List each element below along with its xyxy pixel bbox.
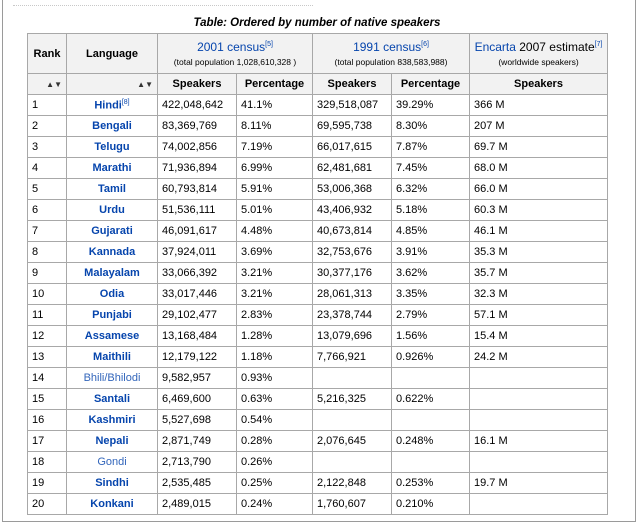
- languages-table: [27, 33, 608, 515]
- rank-cell: 8: [28, 242, 67, 263]
- rank-cell: 6: [28, 200, 67, 221]
- percentage-1991-cell: 7.45%: [392, 158, 470, 179]
- top-edge: [13, 0, 313, 6]
- encarta-title: 2007 estimate: [515, 40, 595, 54]
- language-link[interactable]: Tamil: [98, 183, 126, 195]
- percentage-2001-cell: 0.26%: [237, 452, 313, 473]
- speakers-2001-cell: 71,936,894: [158, 158, 237, 179]
- table-row: [28, 431, 608, 452]
- percentage-1991-cell: 2.79%: [392, 305, 470, 326]
- speakers-2001-cell: 6,469,600: [158, 389, 237, 410]
- encarta-speakers-cell: [470, 452, 608, 473]
- encarta-speakers-cell: 35.3 M: [470, 242, 608, 263]
- speakers-1991-cell: 2,122,848: [313, 473, 392, 494]
- encarta-header: [470, 34, 608, 74]
- speakers-1991-cell: 69,595,738: [313, 116, 392, 137]
- percentage-1991-cell: 0.248%: [392, 431, 470, 452]
- percentage-2001-cell: 0.24%: [237, 494, 313, 515]
- speakers-1991-cell: 32,753,676: [313, 242, 392, 263]
- table-row: [28, 158, 608, 179]
- encarta-speakers-cell: [470, 368, 608, 389]
- percentage-2001-cell: 2.83%: [237, 305, 313, 326]
- language-link[interactable]: Urdu: [99, 204, 125, 216]
- language-link[interactable]: Assamese: [84, 330, 140, 342]
- language-cell: [67, 263, 158, 284]
- percentage-1991-cell: 5.18%: [392, 200, 470, 221]
- language-cell: [67, 347, 158, 368]
- speakers-1991-cell: 30,377,176: [313, 263, 392, 284]
- table-row: [28, 305, 608, 326]
- language-link[interactable]: Konkani: [90, 498, 134, 510]
- speakers-1991-cell: 28,061,313: [313, 284, 392, 305]
- language-link[interactable]: Kannada: [88, 246, 136, 258]
- table-row: [28, 137, 608, 158]
- encarta-speakers-cell: 15.4 M: [470, 326, 608, 347]
- census-2001-ref[interactable]: [5]: [265, 41, 273, 48]
- percentage-1991-cell: [392, 368, 470, 389]
- language-link[interactable]: Bhili/Bhilodi: [83, 372, 141, 384]
- percentage-2001-cell: 8.11%: [237, 116, 313, 137]
- rank-cell: 12: [28, 326, 67, 347]
- table-row: [28, 284, 608, 305]
- rank-header: Rank: [28, 34, 67, 74]
- rank-cell: 13: [28, 347, 67, 368]
- percentage-2001-cell: 3.69%: [237, 242, 313, 263]
- table-row: [28, 179, 608, 200]
- percentage-2001-cell: 0.54%: [237, 410, 313, 431]
- table-row: [28, 263, 608, 284]
- table-row: [28, 473, 608, 494]
- speakers-1991-cell: 2,076,645: [313, 431, 392, 452]
- speakers-2001-cell: 29,102,477: [158, 305, 237, 326]
- rank-cell: 18: [28, 452, 67, 473]
- rank-cell: 11: [28, 305, 67, 326]
- language-cell: [67, 494, 158, 515]
- table-row: [28, 200, 608, 221]
- rank-cell: 16: [28, 410, 67, 431]
- encarta-speakers-cell: 46.1 M: [470, 221, 608, 242]
- speakers-2001-cell: 2,489,015: [158, 494, 237, 515]
- rank-cell: 7: [28, 221, 67, 242]
- encarta-speakers-cell: 19.7 M: [470, 473, 608, 494]
- language-cell: [67, 221, 158, 242]
- percentage-2001-cell: 4.48%: [237, 221, 313, 242]
- encarta-speakers-cell: 16.1 M: [470, 431, 608, 452]
- language-cell: [67, 95, 158, 116]
- speakers-1991-cell: [313, 368, 392, 389]
- table-row: [28, 452, 608, 473]
- speakers-1991-cell: 1,760,607: [313, 494, 392, 515]
- language-link[interactable]: Kashmiri: [88, 414, 136, 426]
- language-link[interactable]: Maithili: [93, 351, 131, 363]
- language-link[interactable]: Bengali: [92, 120, 132, 132]
- speakers-2001-header[interactable]: Speakers: [158, 74, 237, 95]
- percentage-1991-cell: 6.32%: [392, 179, 470, 200]
- percentage-1991-cell: 4.85%: [392, 221, 470, 242]
- encarta-speakers-cell: 57.1 M: [470, 305, 608, 326]
- table-row: [28, 242, 608, 263]
- table-row: [28, 221, 608, 242]
- table-row: [28, 95, 608, 116]
- language-link[interactable]: Santali: [93, 393, 131, 405]
- percentage-2001-cell: 5.01%: [237, 200, 313, 221]
- language-cell: [67, 179, 158, 200]
- percentage-2001-cell: 1.18%: [237, 347, 313, 368]
- percentage-2001-cell: 0.28%: [237, 431, 313, 452]
- speakers-1991-cell: 23,378,744: [313, 305, 392, 326]
- percentage-1991-cell: 0.622%: [392, 389, 470, 410]
- table-row: [28, 494, 608, 515]
- encarta-speakers-cell: 66.0 M: [470, 179, 608, 200]
- encarta-speakers-header[interactable]: Speakers: [470, 74, 608, 95]
- language-cell: [67, 452, 158, 473]
- census-1991-header: [313, 34, 470, 74]
- percentage-2001-cell: 0.25%: [237, 473, 313, 494]
- speakers-2001-cell: 12,179,122: [158, 347, 237, 368]
- encarta-speakers-cell: 69.7 M: [470, 137, 608, 158]
- speakers-2001-cell: 2,535,485: [158, 473, 237, 494]
- percentage-2001-cell: 7.19%: [237, 137, 313, 158]
- speakers-1991-cell: 7,766,921: [313, 347, 392, 368]
- percentage-1991-cell: 39.29%: [392, 95, 470, 116]
- encarta-link[interactable]: Encarta: [474, 40, 516, 54]
- encarta-speakers-cell: 24.2 M: [470, 347, 608, 368]
- speakers-2001-cell: 5,527,698: [158, 410, 237, 431]
- language-link[interactable]: Odia: [99, 288, 125, 300]
- language-link[interactable]: Gondi: [97, 456, 127, 468]
- speakers-2001-cell: 2,871,749: [158, 431, 237, 452]
- speakers-2001-cell: 37,924,011: [158, 242, 237, 263]
- percentage-1991-cell: [392, 452, 470, 473]
- percentage-1991-cell: 0.210%: [392, 494, 470, 515]
- rank-sort-icon[interactable]: ▲▼: [28, 74, 67, 95]
- speakers-1991-cell: 5,216,325: [313, 389, 392, 410]
- encarta-speakers-cell: [470, 389, 608, 410]
- rank-cell: 1: [28, 95, 67, 116]
- language-link[interactable]: Malayalam: [84, 267, 140, 279]
- speakers-2001-cell: 33,066,392: [158, 263, 237, 284]
- language-cell: [67, 137, 158, 158]
- percentage-2001-header[interactable]: Percentage: [237, 74, 313, 95]
- speakers-1991-cell: 62,481,681: [313, 158, 392, 179]
- speakers-2001-cell: 422,048,642: [158, 95, 237, 116]
- speakers-1991-cell: 40,673,814: [313, 221, 392, 242]
- table-row: [28, 410, 608, 431]
- speakers-2001-cell: 51,536,111: [158, 200, 237, 221]
- census-2001-link[interactable]: 2001 census: [197, 40, 266, 54]
- encarta-speakers-cell: 32.3 M: [470, 284, 608, 305]
- encarta-speakers-cell: 35.7 M: [470, 263, 608, 284]
- percentage-2001-cell: 3.21%: [237, 263, 313, 284]
- language-cell: [67, 305, 158, 326]
- table-row: [28, 389, 608, 410]
- encarta-speakers-cell: [470, 494, 608, 515]
- page-frame: [2, 0, 636, 522]
- percentage-2001-cell: 41.1%: [237, 95, 313, 116]
- language-sort-icon[interactable]: ▲▼: [67, 74, 158, 95]
- percentage-1991-cell: 3.62%: [392, 263, 470, 284]
- language-cell: [67, 473, 158, 494]
- language-ref[interactable]: [8]: [121, 98, 130, 106]
- language-cell: [67, 284, 158, 305]
- language-header: Language: [67, 34, 158, 74]
- speakers-2001-cell: 2,713,790: [158, 452, 237, 473]
- percentage-2001-cell: 0.93%: [237, 368, 313, 389]
- encarta-speakers-cell: 366 M: [470, 95, 608, 116]
- rank-cell: 14: [28, 368, 67, 389]
- speakers-1991-header[interactable]: Speakers: [313, 74, 392, 95]
- rank-cell: 3: [28, 137, 67, 158]
- language-cell: [67, 200, 158, 221]
- language-cell: [67, 389, 158, 410]
- encarta-ref[interactable]: [7]: [594, 41, 603, 48]
- language-link[interactable]: Sindhi: [95, 477, 129, 489]
- percentage-1991-cell: 1.56%: [392, 326, 470, 347]
- census-1991-ref[interactable]: [6]: [421, 41, 429, 48]
- encarta-speakers-cell: 207 M: [470, 116, 608, 137]
- census-2001-subtitle: (total population 1,028,610,328 ): [173, 57, 297, 67]
- percentage-2001-cell: 6.99%: [237, 158, 313, 179]
- encarta-speakers-cell: 68.0 M: [470, 158, 608, 179]
- language-cell: [67, 158, 158, 179]
- language-link[interactable]: Telugu: [94, 141, 130, 153]
- speakers-1991-cell: [313, 410, 392, 431]
- language-link[interactable]: Gujarati: [91, 225, 133, 237]
- speakers-1991-cell: 13,079,696: [313, 326, 392, 347]
- census-1991-link[interactable]: 1991 census: [353, 40, 422, 54]
- rank-cell: 9: [28, 263, 67, 284]
- rank-cell: 4: [28, 158, 67, 179]
- rank-cell: 15: [28, 389, 67, 410]
- table-row: [28, 368, 608, 389]
- encarta-speakers-cell: [470, 410, 608, 431]
- language-cell: [67, 326, 158, 347]
- language-cell: [67, 116, 158, 137]
- census-2001-header: [158, 34, 313, 74]
- percentage-2001-cell: 3.21%: [237, 284, 313, 305]
- rank-cell: 5: [28, 179, 67, 200]
- language-link[interactable]: Marathi: [92, 162, 132, 174]
- speakers-1991-cell: 329,518,087: [313, 95, 392, 116]
- language-link[interactable]: Nepali: [95, 435, 129, 447]
- rank-cell: 17: [28, 431, 67, 452]
- speakers-2001-cell: 33,017,446: [158, 284, 237, 305]
- speakers-2001-cell: 9,582,957: [158, 368, 237, 389]
- table-row: [28, 116, 608, 137]
- percentage-1991-cell: 7.87%: [392, 137, 470, 158]
- table-caption: Table: Ordered by number of native speakers: [193, 17, 441, 29]
- percentage-1991-cell: 0.926%: [392, 347, 470, 368]
- rank-cell: 10: [28, 284, 67, 305]
- percentage-1991-cell: 0.253%: [392, 473, 470, 494]
- language-cell: [67, 368, 158, 389]
- percentage-1991-cell: 8.30%: [392, 116, 470, 137]
- rank-cell: 2: [28, 116, 67, 137]
- speakers-2001-cell: 60,793,814: [158, 179, 237, 200]
- encarta-speakers-cell: 60.3 M: [470, 200, 608, 221]
- speakers-1991-cell: 43,406,932: [313, 200, 392, 221]
- language-cell: [67, 431, 158, 452]
- speakers-2001-cell: 46,091,617: [158, 221, 237, 242]
- encarta-subtitle: (worldwide speakers): [498, 57, 579, 67]
- speakers-2001-cell: 74,002,856: [158, 137, 237, 158]
- language-cell: [67, 242, 158, 263]
- speakers-1991-cell: [313, 452, 392, 473]
- census-1991-subtitle: (total population 838,583,988): [334, 57, 448, 67]
- rank-cell: 19: [28, 473, 67, 494]
- speakers-1991-cell: 53,006,368: [313, 179, 392, 200]
- table-body: [28, 95, 608, 515]
- percentage-2001-cell: 5.91%: [237, 179, 313, 200]
- percentage-1991-cell: [392, 410, 470, 431]
- table-row: [28, 326, 608, 347]
- speakers-2001-cell: 83,369,769: [158, 116, 237, 137]
- language-link[interactable]: Punjabi: [92, 309, 132, 321]
- percentage-1991-header[interactable]: Percentage: [392, 74, 470, 95]
- speakers-1991-cell: 66,017,615: [313, 137, 392, 158]
- speakers-2001-cell: 13,168,484: [158, 326, 237, 347]
- language-cell: [67, 410, 158, 431]
- percentage-2001-cell: 0.63%: [237, 389, 313, 410]
- percentage-2001-cell: 1.28%: [237, 326, 313, 347]
- percentage-1991-cell: 3.91%: [392, 242, 470, 263]
- rank-cell: 20: [28, 494, 67, 515]
- language-link[interactable]: Hindi: [94, 99, 122, 112]
- percentage-1991-cell: 3.35%: [392, 284, 470, 305]
- table-row: [28, 347, 608, 368]
